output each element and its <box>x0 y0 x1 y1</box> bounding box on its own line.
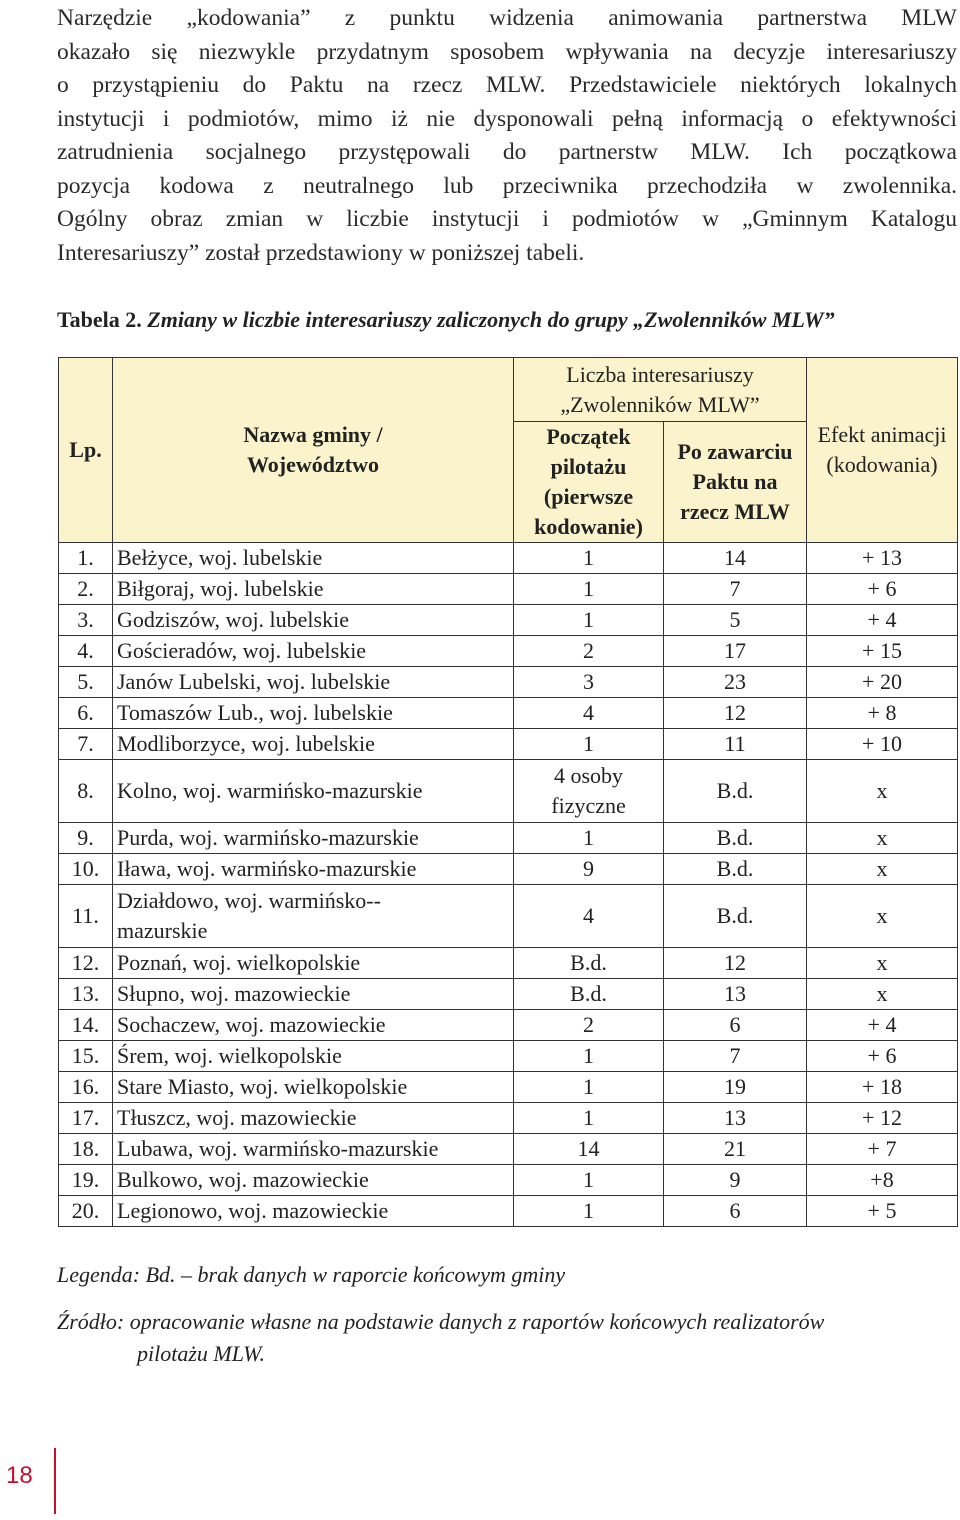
row-name: Sochaczew, woj. mazowieckie <box>113 1010 514 1041</box>
header-group: Liczba interesariuszy „Zwolenników MLW” <box>514 358 807 422</box>
row-after: 13 <box>664 1103 807 1134</box>
row-effect: + 18 <box>807 1072 958 1103</box>
row-lp: 15. <box>59 1041 113 1072</box>
table-header <box>59 358 958 543</box>
row-after: 7 <box>664 574 807 605</box>
table-row <box>59 979 958 1010</box>
row-after: 9 <box>664 1165 807 1196</box>
row-start: 1 <box>514 1072 664 1103</box>
paragraph-line: Interesariuszy” został przedstawiony w poniższej tabeli. <box>57 239 585 266</box>
row-name: Poznań, woj. wielkopolskie <box>113 948 514 979</box>
row-lp: 19. <box>59 1165 113 1196</box>
table-row <box>59 1134 958 1165</box>
header-after: Po zawarciu Paktu na rzecz MLW <box>664 422 807 543</box>
row-after: B.d. <box>664 760 807 823</box>
source-text-line2: pilotażu MLW. <box>137 1341 265 1366</box>
table-row <box>59 543 958 574</box>
row-name: Śrem, woj. wielkopolskie <box>113 1041 514 1072</box>
table-body <box>59 543 958 1227</box>
row-lp: 4. <box>59 636 113 667</box>
row-effect: x <box>807 979 958 1010</box>
page-number: 18 <box>6 1462 33 1489</box>
row-effect: + 20 <box>807 667 958 698</box>
row-start: 1 <box>514 1041 664 1072</box>
row-name: Janów Lubelski, woj. lubelskie <box>113 667 514 698</box>
table-row <box>59 854 958 885</box>
row-effect: x <box>807 854 958 885</box>
header-lp: Lp. <box>59 358 113 543</box>
row-name: Legionowo, woj. mazowieckie <box>113 1196 514 1227</box>
row-lp: 9. <box>59 823 113 854</box>
paragraph-line: Ogólny obraz zmian w liczbie instytucji i podmiotów w „Gminnym Katalogu <box>57 206 957 232</box>
table-row <box>59 823 958 854</box>
row-effect: + 4 <box>807 605 958 636</box>
row-lp: 5. <box>59 667 113 698</box>
row-lp: 13. <box>59 979 113 1010</box>
row-effect: + 5 <box>807 1196 958 1227</box>
row-start: 1 <box>514 543 664 574</box>
source-label: Źródło: <box>57 1309 125 1334</box>
row-lp: 2. <box>59 574 113 605</box>
row-name: Tłuszcz, woj. mazowieckie <box>113 1103 514 1134</box>
table-row <box>59 885 958 948</box>
table-row <box>59 1072 958 1103</box>
row-after: 11 <box>664 729 807 760</box>
row-effect: +8 <box>807 1165 958 1196</box>
page-number-divider <box>54 1448 56 1514</box>
row-effect: + 7 <box>807 1134 958 1165</box>
row-start: B.d. <box>514 979 664 1010</box>
row-lp: 8. <box>59 760 113 823</box>
row-name: Godziszów, woj. lubelskie <box>113 605 514 636</box>
row-start: 1 <box>514 729 664 760</box>
paragraph-line: okazało się niezwykle przydatnym sposobem wpływania na decyzje interesariuszy <box>57 38 957 65</box>
table-caption-title: Zmiany w liczbie interesariuszy zaliczonych do grupy „Zwolenników MLW” <box>147 307 835 332</box>
row-after: 7 <box>664 1041 807 1072</box>
row-start: 1 <box>514 823 664 854</box>
row-after: 6 <box>664 1010 807 1041</box>
row-start: 1 <box>514 1103 664 1134</box>
table-source <box>57 1306 957 1370</box>
row-after: 12 <box>664 948 807 979</box>
row-lp: 6. <box>59 698 113 729</box>
row-name: Biłgoraj, woj. lubelskie <box>113 574 514 605</box>
paragraph-line: zatrudnienia socjalnego przystępowali do partnerstw MLW. Ich początkowa <box>57 139 957 165</box>
row-name: Stare Miasto, woj. wielkopolskie <box>113 1072 514 1103</box>
paragraph-line: instytucji i podmiotów, mimo iż nie dysponowali pełną informacją o efektywności <box>57 105 957 132</box>
row-name: Bulkowo, woj. mazowieckie <box>113 1165 514 1196</box>
row-after: B.d. <box>664 885 807 948</box>
row-start: B.d. <box>514 948 664 979</box>
row-effect: + 10 <box>807 729 958 760</box>
row-start: 3 <box>514 667 664 698</box>
header-effect: Efekt animacji (kodowania) <box>807 358 958 543</box>
row-after: 13 <box>664 979 807 1010</box>
table-row <box>59 760 958 823</box>
row-after: 5 <box>664 605 807 636</box>
row-start: 1 <box>514 605 664 636</box>
table-row <box>59 1041 958 1072</box>
row-lp: 18. <box>59 1134 113 1165</box>
paragraph-line: Narzędzie „kodowania” z punktu widzenia animowania partnerstwa MLW <box>57 5 957 31</box>
table-caption-label: Tabela 2. <box>57 307 142 332</box>
row-after: 12 <box>664 698 807 729</box>
row-lp: 14. <box>59 1010 113 1041</box>
row-lp: 10. <box>59 854 113 885</box>
row-start: 2 <box>514 636 664 667</box>
row-after: 17 <box>664 636 807 667</box>
table-caption <box>57 307 835 333</box>
row-after: B.d. <box>664 854 807 885</box>
header-name: Nazwa gminy / Województwo <box>113 358 514 543</box>
row-lp: 3. <box>59 605 113 636</box>
body-paragraph <box>57 2 957 270</box>
row-effect: x <box>807 760 958 823</box>
row-name: Lubawa, woj. warmińsko-mazurskie <box>113 1134 514 1165</box>
row-lp: 1. <box>59 543 113 574</box>
row-name: Purda, woj. warmińsko-mazurskie <box>113 823 514 854</box>
row-lp: 17. <box>59 1103 113 1134</box>
row-effect: + 4 <box>807 1010 958 1041</box>
row-name: Bełżyce, woj. lubelskie <box>113 543 514 574</box>
row-start: 1 <box>514 574 664 605</box>
row-name: Słupno, woj. mazowieckie <box>113 979 514 1010</box>
row-effect: + 6 <box>807 574 958 605</box>
table-row <box>59 1196 958 1227</box>
table-row <box>59 948 958 979</box>
row-start: 4 <box>514 885 664 948</box>
row-after: 14 <box>664 543 807 574</box>
row-start: 4 osoby fizyczne <box>514 760 664 823</box>
row-after: B.d. <box>664 823 807 854</box>
row-start: 1 <box>514 1165 664 1196</box>
row-start: 14 <box>514 1134 664 1165</box>
table-row <box>59 1165 958 1196</box>
row-lp: 7. <box>59 729 113 760</box>
header-start: Początek pilotażu (pierwsze kodowanie) <box>514 422 664 543</box>
row-effect: x <box>807 823 958 854</box>
row-lp: 20. <box>59 1196 113 1227</box>
row-lp: 11. <box>59 885 113 948</box>
row-effect: x <box>807 948 958 979</box>
row-name: Iława, woj. warmińsko-mazurskie <box>113 854 514 885</box>
stakeholders-table <box>58 357 958 1227</box>
row-start: 1 <box>514 1196 664 1227</box>
row-name: Działdowo, woj. warmińsko--mazurskie <box>113 885 514 948</box>
table-row <box>59 1010 958 1041</box>
row-name: Kolno, woj. warmińsko-mazurskie <box>113 760 514 823</box>
row-effect: + 6 <box>807 1041 958 1072</box>
row-lp: 16. <box>59 1072 113 1103</box>
row-start: 2 <box>514 1010 664 1041</box>
row-effect: + 13 <box>807 543 958 574</box>
table-row <box>59 667 958 698</box>
row-effect: + 8 <box>807 698 958 729</box>
paragraph-line: o przystąpieniu do Paktu na rzecz MLW. Przedstawiciele niektórych lokalnych <box>57 72 957 98</box>
row-start: 4 <box>514 698 664 729</box>
row-after: 6 <box>664 1196 807 1227</box>
table-row <box>59 1103 958 1134</box>
table-row <box>59 636 958 667</box>
paragraph-line: pozycja kodowa z neutralnego lub przeciwnika przechodziła w zwolennika. <box>57 172 957 199</box>
table-row <box>59 574 958 605</box>
row-name: Modliborzyce, woj. lubelskie <box>113 729 514 760</box>
source-text-line1: opracowanie własne na podstawie danych z raportów końcowych realizatorów <box>129 1309 825 1334</box>
row-name: Gościeradów, woj. lubelskie <box>113 636 514 667</box>
row-after: 21 <box>664 1134 807 1165</box>
row-lp: 12. <box>59 948 113 979</box>
row-effect: + 15 <box>807 636 958 667</box>
row-after: 23 <box>664 667 807 698</box>
row-name: Tomaszów Lub., woj. lubelskie <box>113 698 514 729</box>
table-row <box>59 605 958 636</box>
row-after: 19 <box>664 1072 807 1103</box>
row-effect: x <box>807 885 958 948</box>
row-start: 9 <box>514 854 664 885</box>
row-effect: + 12 <box>807 1103 958 1134</box>
table-row <box>59 698 958 729</box>
table-row <box>59 729 958 760</box>
table-legend: Legenda: Bd. – brak danych w raporcie końcowym gminy <box>57 1262 566 1287</box>
